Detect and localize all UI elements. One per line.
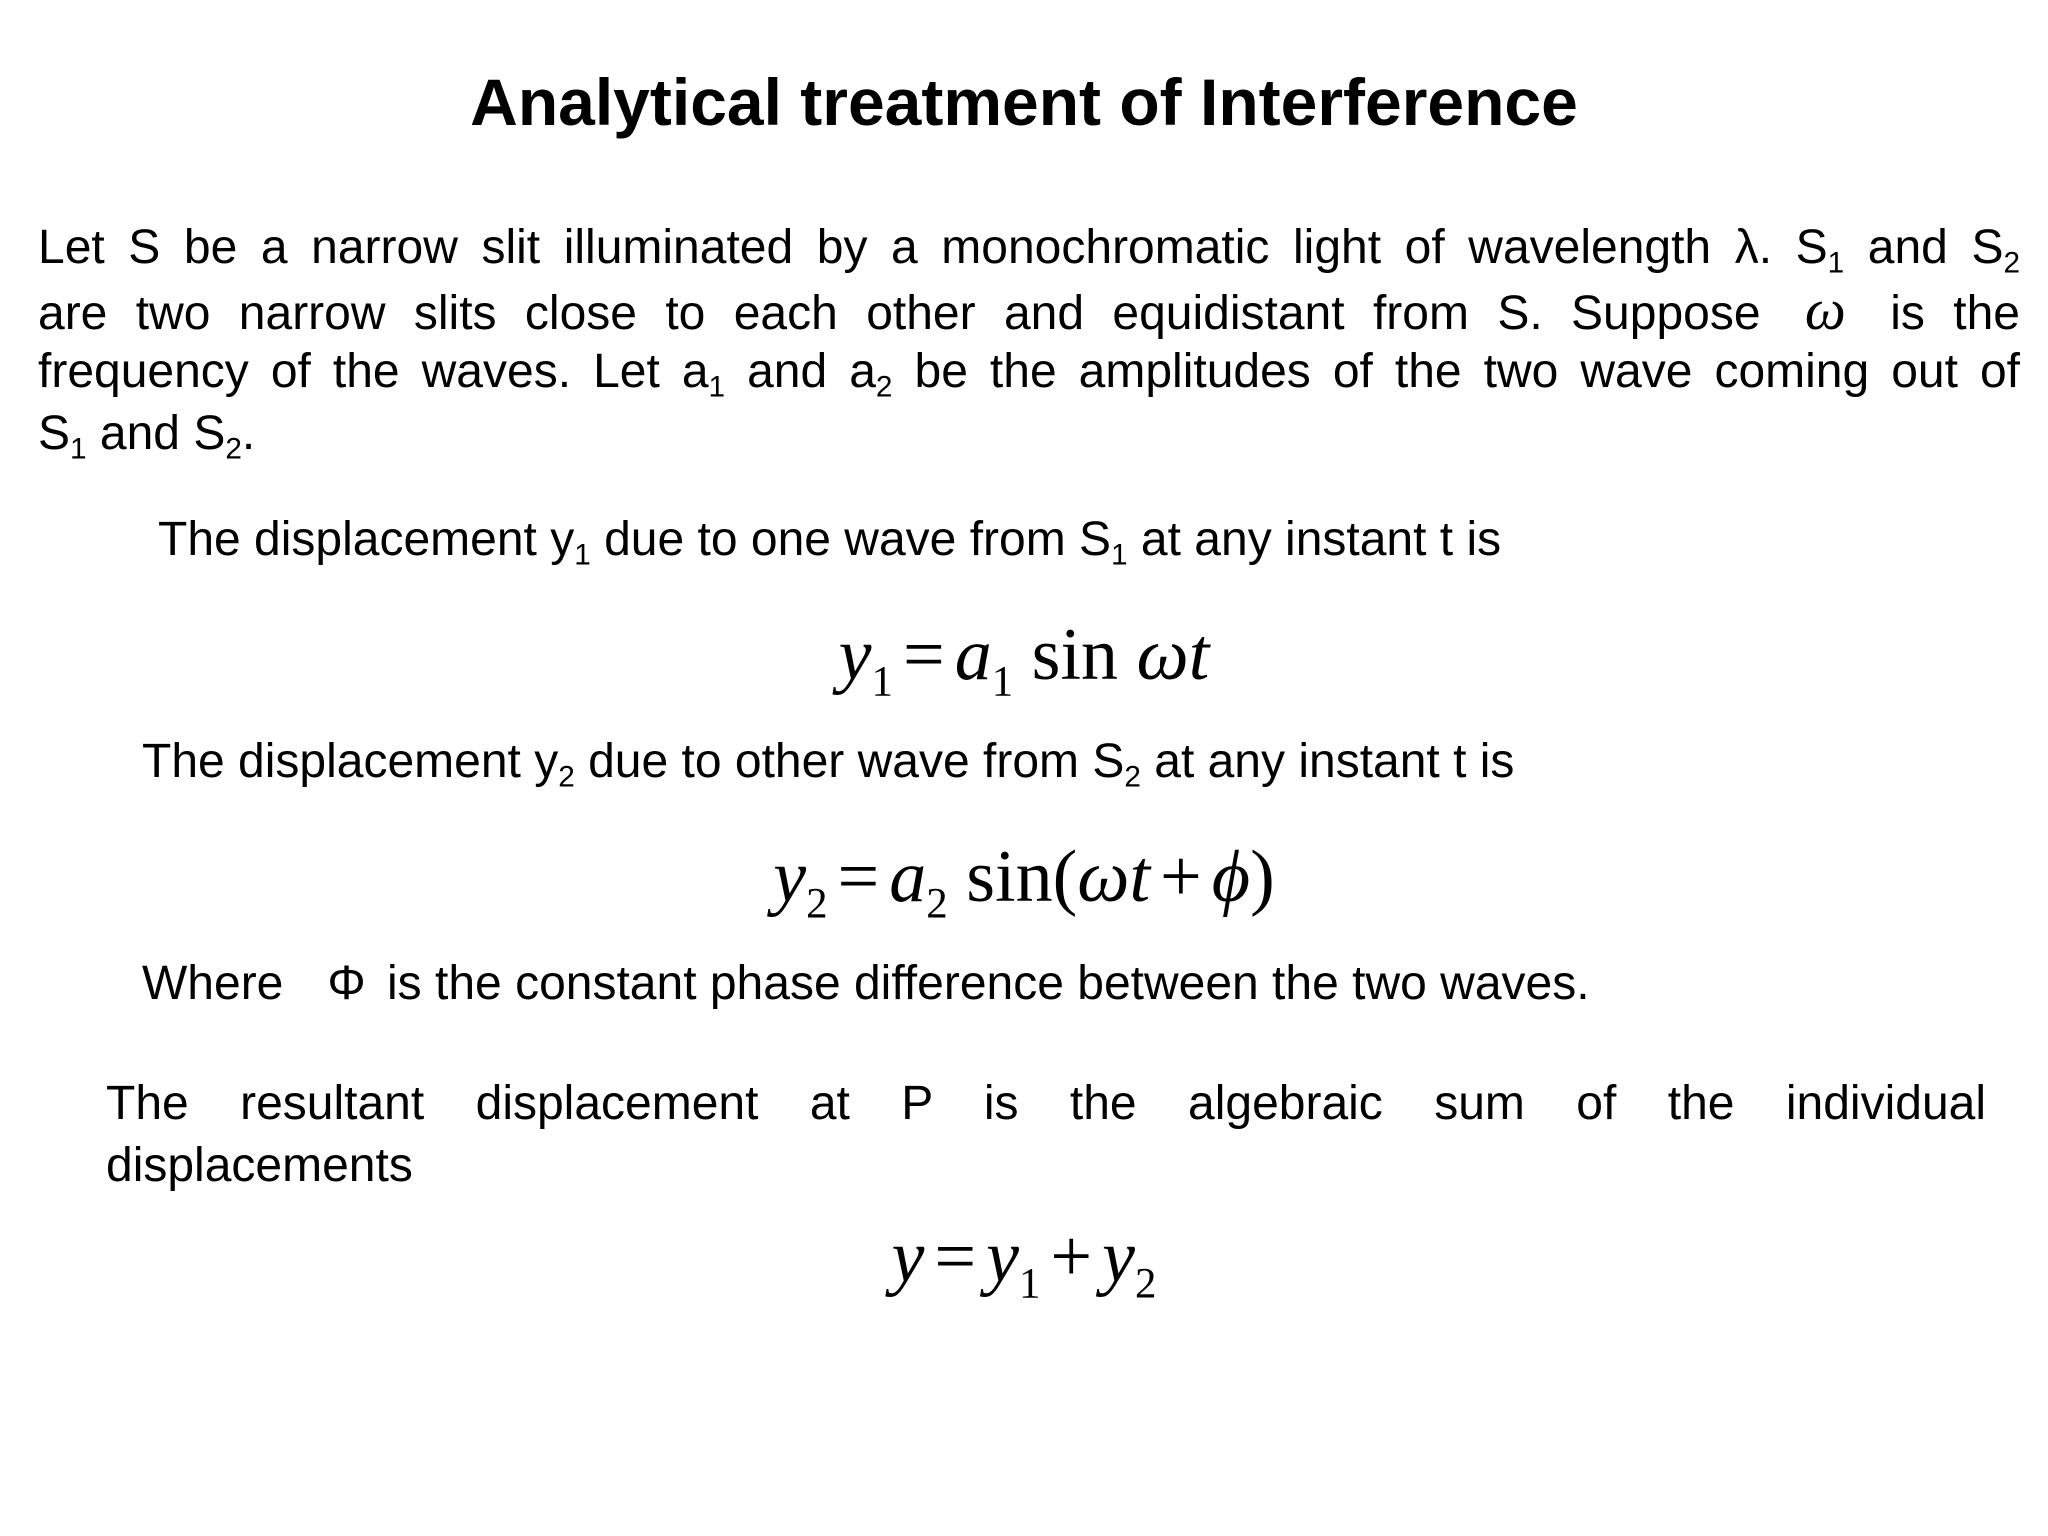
displacement-y2-text: The displacement $y_2$ due to other wave from $S_2$ at any instant t is <box>142 735 1515 794</box>
phi-symbol: Φ <box>327 957 366 1010</box>
equation-sum: $y = y_1 + y_2$ <box>891 1216 1157 1308</box>
intro-line-2: are two narrow slits close to each other and equidistant from S. Suppose ω is the <box>38 277 2020 342</box>
omega-symbol: ω <box>1804 277 1846 342</box>
phase-difference-text: Where Φ is the constant phase difference between the two waves. <box>142 957 1590 1010</box>
intro-paragraph <box>38 217 2020 465</box>
equation-y1: $y_1 = a_1$ sin ωt <box>838 614 1210 706</box>
resultant-line-2: displacements <box>106 1139 413 1192</box>
displacement-y1-text: The displacement $y_1$ due to one wave from $S_1$ at any instant t is <box>158 513 1502 572</box>
equation-y2: $y_2 = a_2$ sin(ωt + ϕ) <box>773 836 1275 928</box>
intro-line-3: frequency of the waves. Let $a_1$ and $a_2$ be the amplitudes of the two wave coming out of <box>38 345 2021 404</box>
page-title: Analytical treatment of Interference <box>470 65 1578 139</box>
resultant-paragraph <box>106 1073 1986 1197</box>
intro-line-1: Let S be a narrow slit illuminated by a monochromatic light of wavelength λ. $S_1$ and $S_2$ <box>38 221 2021 280</box>
intro-line-4: $S_1$ and $S_2$. <box>38 407 256 466</box>
resultant-line-1: The resultant displacement at P is the algebraic sum of the individual <box>106 1077 1986 1130</box>
